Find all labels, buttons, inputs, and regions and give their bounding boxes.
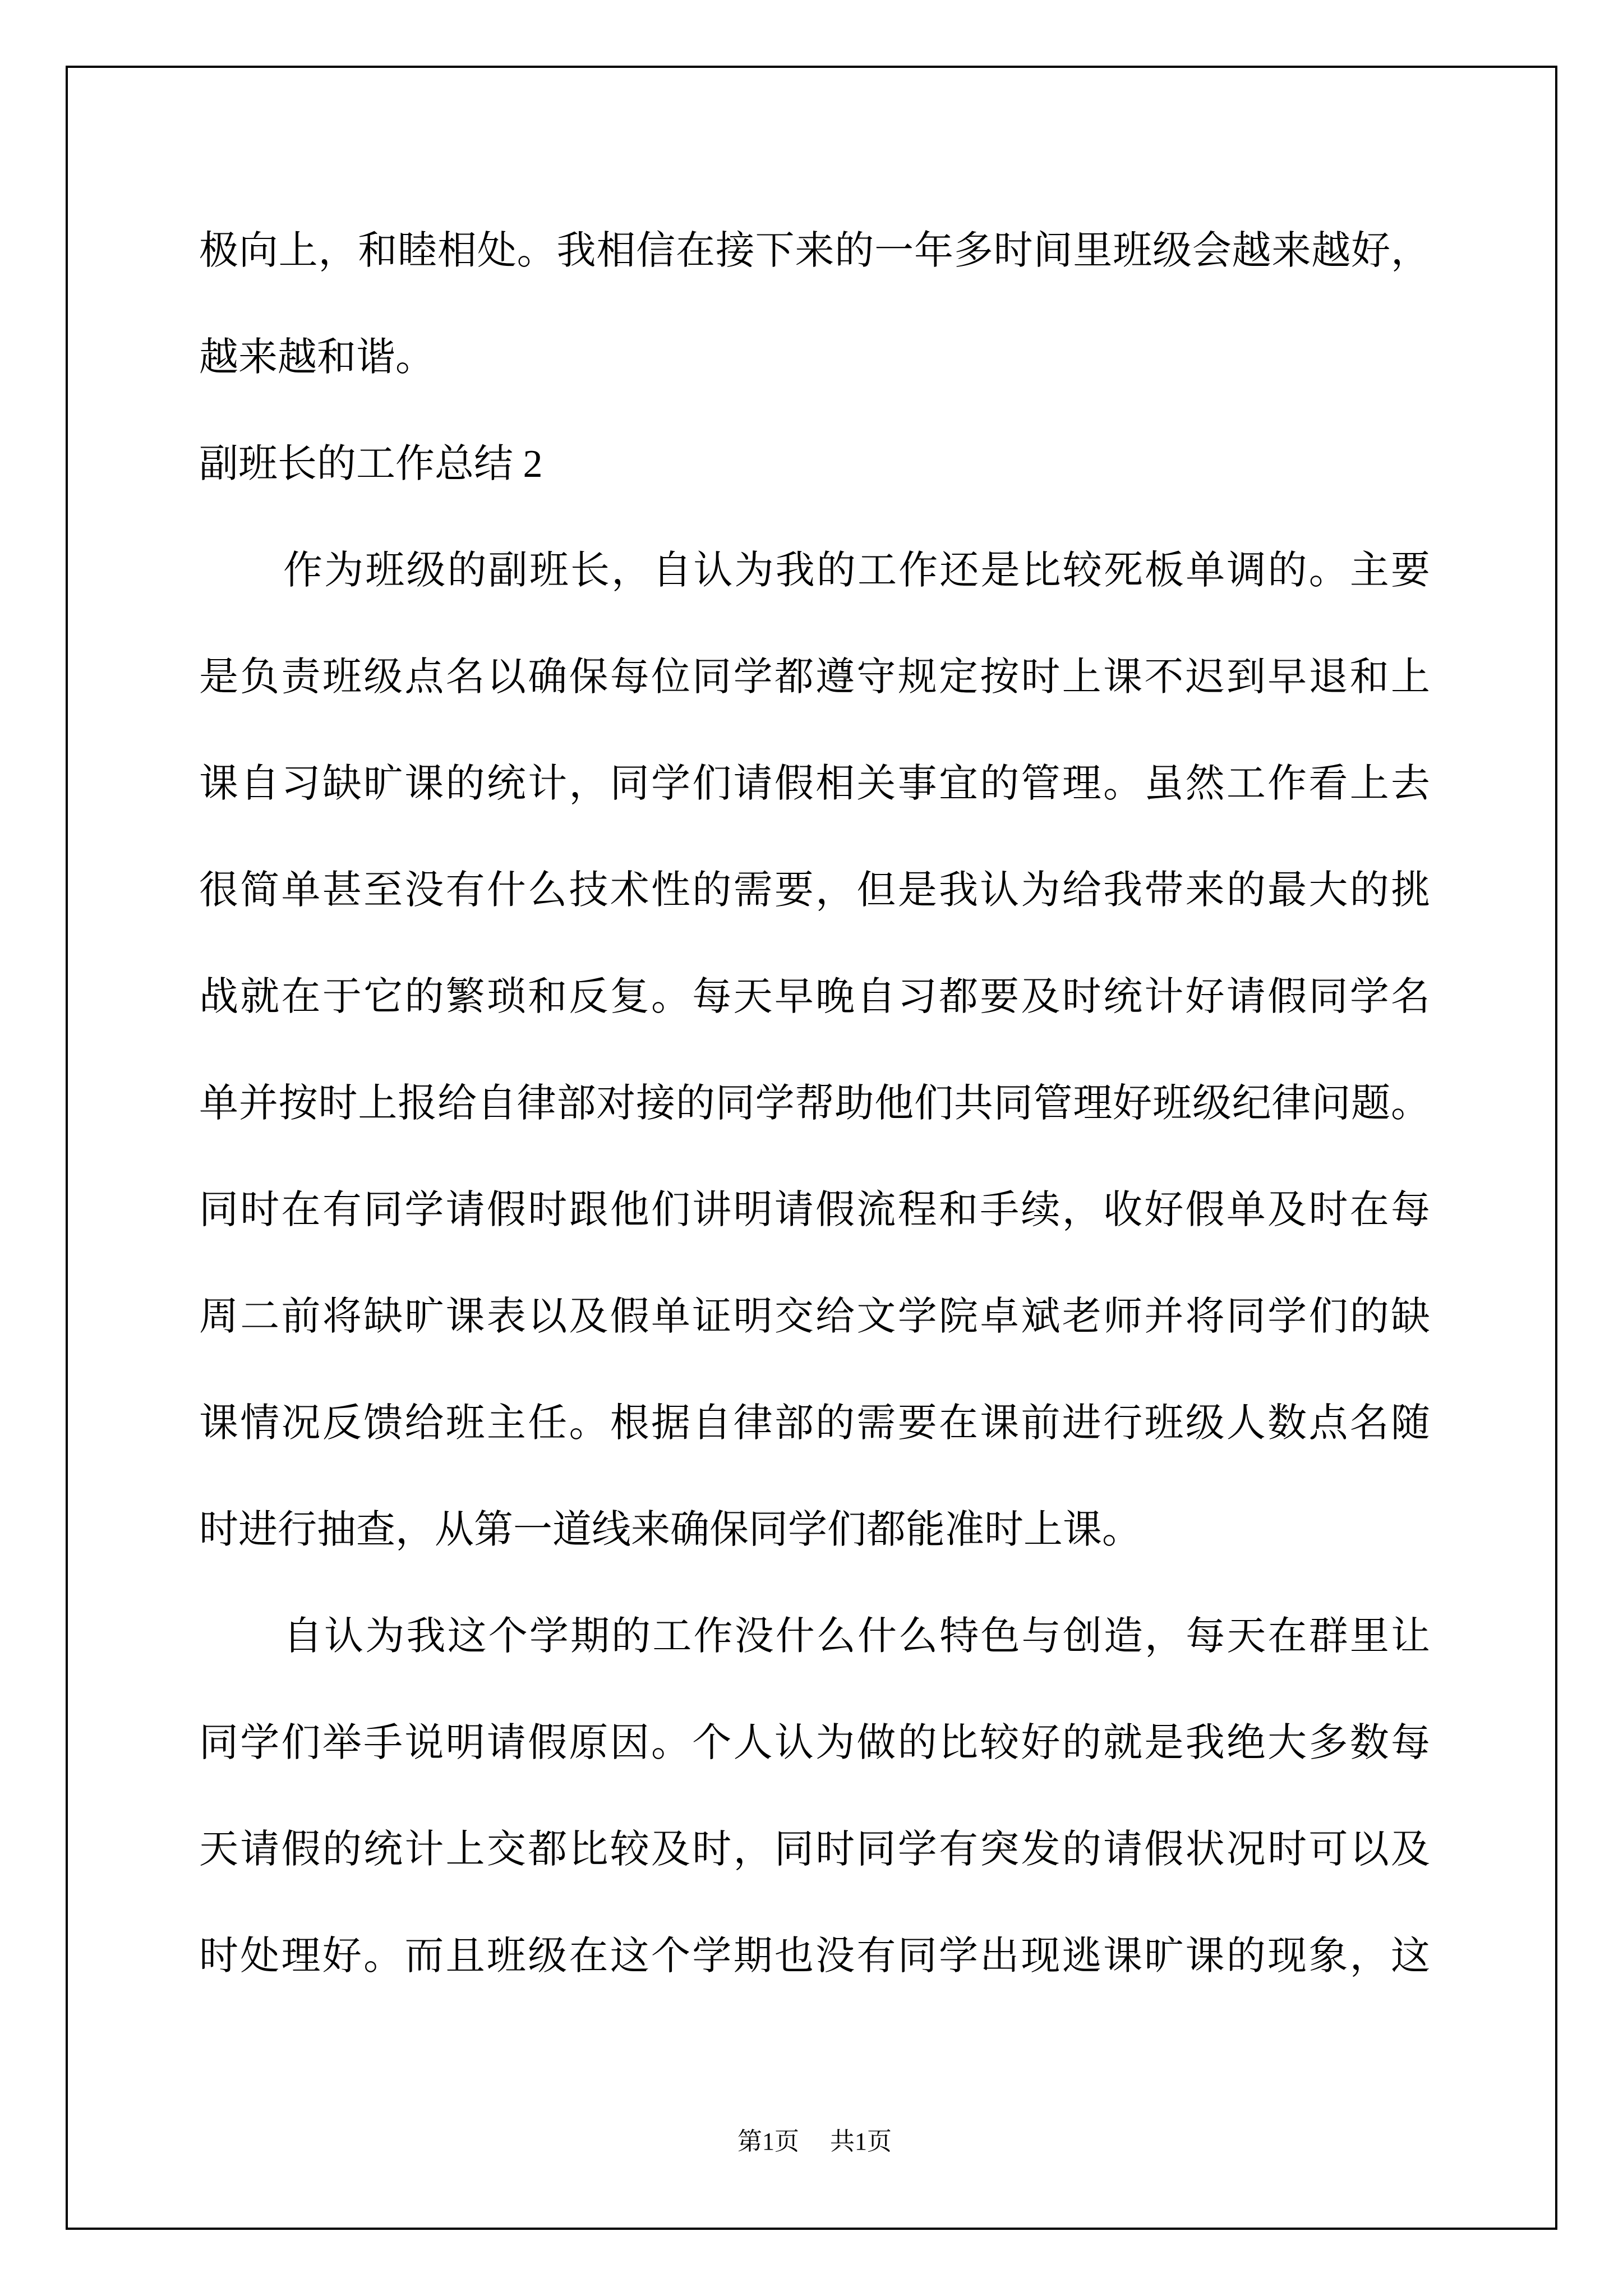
text-line: 自认为我这个学期的工作没什么什么特色与创造，每天在群里让 [283,1615,1430,1658]
text-line: 时进行抽查，从第一道线来确保同学们都能准时上课。 [199,1508,1141,1552]
footer-total-pages: 共1页 [830,2128,892,2155]
text-line: 同学们举手说明请假原因。个人认为做的比较好的就是我绝大多数每 [199,1722,1430,1765]
text-line: 单并按时上报给自律部对接的同学帮助他们共同管理好班级纪律问题。 [199,1082,1430,1125]
text-line: 战就在于它的繁琐和反复。每天早晚自习都要及时统计好请假同学名 [199,976,1430,1019]
text-line: 时处理好。而且班级在这个学期也没有同学出现逃课旷课的现象，这 [199,1935,1430,1978]
footer-current-page: 第1页 [737,2128,799,2155]
text-line: 课情况反馈给班主任。根据自律部的需要在课前进行班级人数点名随 [199,1402,1430,1445]
text-line: 作为班级的副班长，自认为我的工作还是比较死板单调的。主要 [283,549,1430,592]
text-line: 周二前将缺旷课表以及假单证明交给文学院卓斌老师并将同学们的缺 [199,1295,1430,1338]
text-line: 越来越和谐。 [199,336,435,379]
text-line: 很简单甚至没有什么技术性的需要，但是我认为给我带来的最大的挑 [199,869,1430,912]
text-line: 极向上，和睦相处。我相信在接下来的一年多时间里班级会越来越好， [199,229,1430,273]
document-body [199,198,1430,2010]
heading-line: 副班长的工作总结 2 [199,443,543,486]
text-line: 课自习缺旷课的统计，同学们请假相关事宜的管理。虽然工作看上去 [199,762,1430,806]
page-footer [199,2125,1430,2159]
text-line: 是负责班级点名以确保每位同学都遵守规定按时上课不迟到早退和上 [199,656,1430,699]
text-line: 同时在有同学请假时跟他们讲明请假流程和手续，收好假单及时在每 [199,1189,1430,1232]
text-line: 天请假的统计上交都比较及时，同时同学有突发的请假状况时可以及 [199,1828,1430,1871]
